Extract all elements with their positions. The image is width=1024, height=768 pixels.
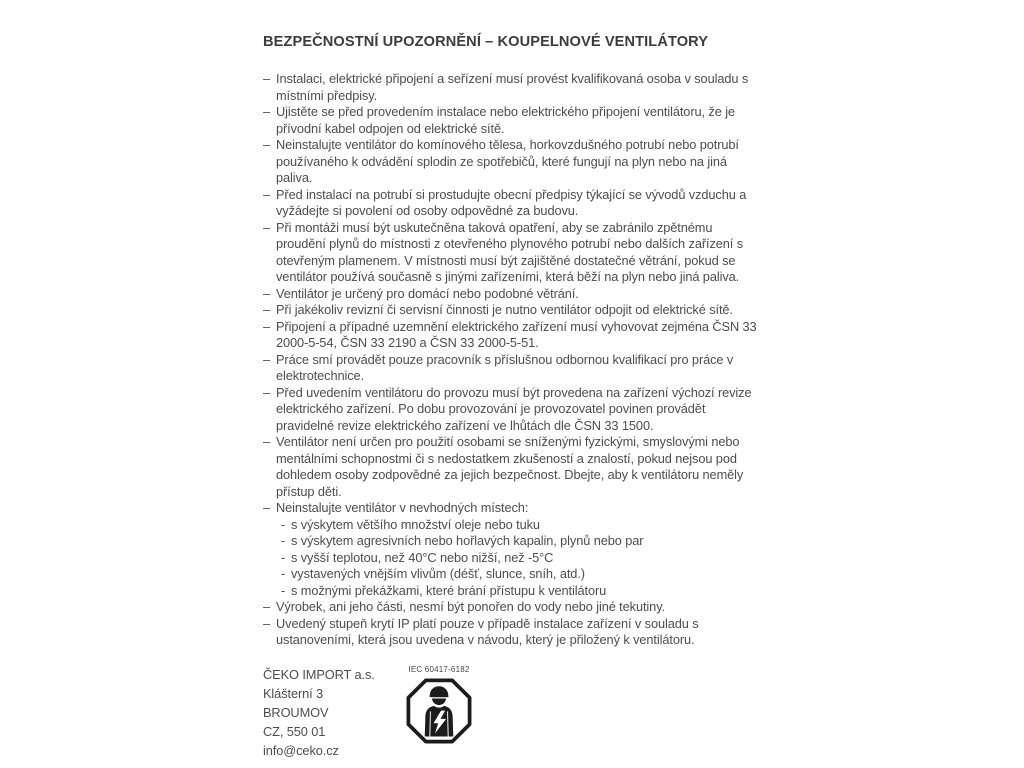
unsuitable-place-item [281,550,763,567]
warning-item [263,302,763,319]
sub-bullet-dash: - [281,533,286,548]
unsuitable-place-text: s výskytem většího množství oleje nebo tuku [291,516,540,532]
warning-item [263,319,763,352]
certification-block [404,665,474,745]
warning-text: Ventilátor není určen pro použití osobami se sníženými fyzickými, smyslovými nebo mentálními schopnostmi či s nedostatkem zkušeností a znalostí, pokud nejsou pod dohledem osoby zodpovědné za jejich bezpečnost. Dbejte, aby k ventilátoru neměly přístup děti. [276,434,744,499]
unsuitable-place-item [281,583,763,600]
warning-item [263,137,763,187]
unsuitable-place-text: vystavených vnějším vlivům (déšť, slunce, sníh, atd.) [291,566,585,581]
bullet-dash: – [263,302,271,317]
warning-item [263,187,763,220]
warning-item [263,104,763,137]
bullet-dash: – [263,384,271,400]
warning-item [263,71,763,104]
bullet-dash: – [263,615,271,631]
warning-item [263,616,763,649]
warning-text: Ventilátor je určený pro domácí nebo podobné větrání. [276,285,579,301]
warning-text: Před instalací na potrubí si prostudujte obecní předpisy týkající se vývodů vzduchu a vyžádejte si povolení od osoby odpovědné za budovu. [276,186,747,218]
warning-item [263,385,763,435]
warning-text: Práce smí provádět pouze pracovník s příslušnou odbornou kvalifikací pro práce v elektrotechnice. [276,351,734,383]
sub-bullet-dash: - [281,566,286,581]
warning-item [263,434,763,500]
bullet-dash: – [263,186,271,202]
company-email: info@ceko.cz [263,742,339,758]
company-name: ČEKO IMPORT a.s. [263,666,375,682]
warning-item [263,500,763,517]
sub-bullet-dash: - [281,549,286,565]
bullet-dash: – [263,104,271,119]
warning-text: Výrobek, ani jeho části, nesmí být ponořen do vody nebo jiné tekutiny. [276,599,665,614]
warning-list [263,71,763,649]
warning-text: Ujistěte se před provedením instalace nebo elektrického připojení ventilátoru, že je přívodní kabel odpojen od elektrické sítě. [276,104,735,136]
warning-text: Neinstalujte ventilátor do komínového tělesa, horkovzdušného potrubí nebo potrubí používaného k odvádění splodin ze spotřebičů, které fungují na plyn nebo na jiná paliva. [276,137,739,185]
warning-text: Instalaci, elektrické připojení a seřízení musí provést kvalifikovaná osoba v souladu s místními předpisy. [276,71,749,103]
bullet-dash: – [263,219,271,235]
sub-bullet-dash: - [281,516,286,532]
unsuitable-place-item [281,566,763,583]
warning-text: Před uvedením ventilátoru do provozu musí být provedena na zařízení výchozí revize elektrického zařízení. Po dobu provozování je provozovatel povinen provádět pravidelné revize elektrického zařízení ve lhůtách dle ČSN 33 1500. [276,384,752,433]
bullet-dash: – [263,318,271,334]
bullet-dash: – [263,351,271,367]
unsuitable-place-text: s možnými překážkami, které brání přístupu k ventilátoru [291,582,607,598]
bullet-dash: – [263,500,271,515]
bullet-dash: – [263,71,271,86]
document-page [263,33,763,760]
page-title: BEZPEČNOSTNÍ UPOZORNĚNÍ – KOUPELNOVÉ VENTILÁTORY [263,34,709,50]
warning-item [263,599,763,616]
warning-item [263,352,763,385]
electrician-icon [404,677,474,745]
company-postal: CZ, 550 01 [263,723,326,739]
certification-label: IEC 60417-6182 [408,664,470,674]
unsuitable-place-text: s výskytem agresivních nebo hořlavých kapalin, plynů nebo par [291,533,644,548]
warning-text: Při montáži musí být uskutečněna taková opatření, aby se zabránilo zpětnému proudění plynů do místnosti z otevřeného plynového potrubí nebo dalších zařízení s otevřeným plamenem. V místnosti musí být zajištěné dostatečné větrání, pokud se ventilátor používá současně s jinými zařízeními, která běží na plyn nebo jiná paliva. [276,219,744,284]
warning-text: Uvedený stupeň krytí IP platí pouze v případě instalace zařízení v souladu s ustanoveními, která jsou uvedena v návodu, který je přiložený k ventilátoru. [276,615,699,647]
bullet-dash: – [263,434,271,449]
unsuitable-place-item [281,533,763,550]
warning-item [263,286,763,303]
document-footer [263,665,763,760]
company-address-block [263,665,404,760]
warning-text: Neinstalujte ventilátor v nevhodných místech: [276,500,529,515]
bullet-dash: – [263,599,271,614]
company-street: Klášterní 3 [263,685,324,701]
warning-text: Při jakékoliv revizní či servisní činnosti je nutno ventilátor odpojit od elektrické sítě. [276,302,733,317]
unsuitable-place-text: s vyšší teplotou, než 40°C nebo nižší, než -5°C [291,549,554,565]
bullet-dash: – [263,137,271,152]
sub-bullet-dash: - [281,582,286,598]
bullet-dash: – [263,285,271,301]
warning-text: Připojení a případné uzemnění elektrického zařízení musí vyhovovat zejména ČSN 33 2000-5-54, ČSN 33 2190 a ČSN 33 2000-5-51. [276,318,757,350]
company-city: BROUMOV [263,704,329,720]
warning-item [263,220,763,286]
unsuitable-place-item [281,517,763,534]
